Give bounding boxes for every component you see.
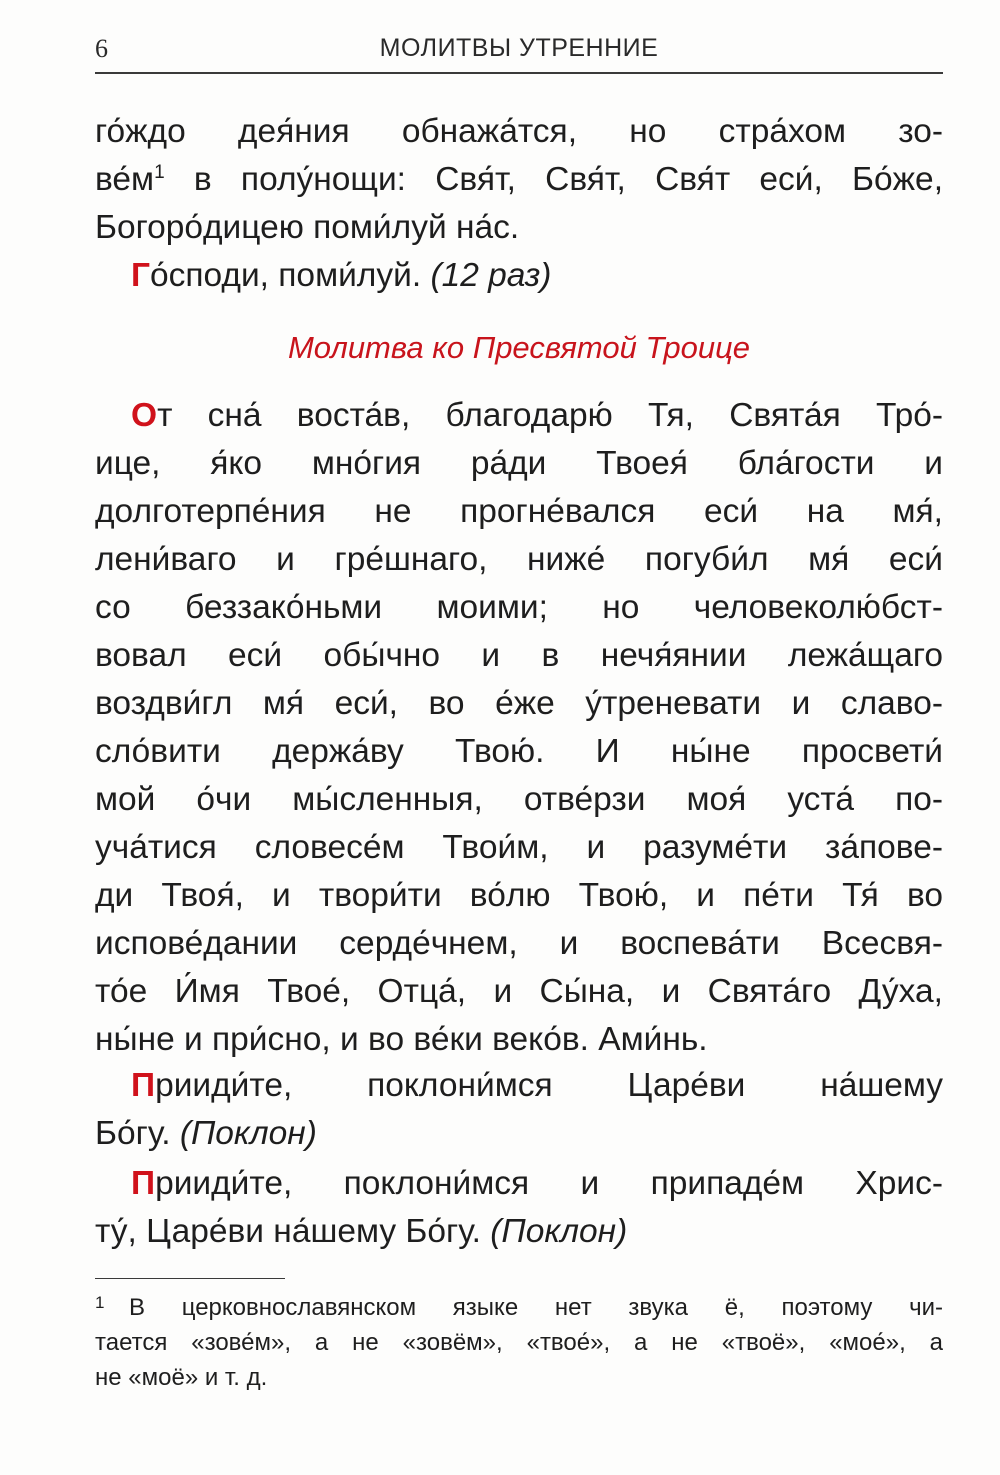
text-line	[95, 1110, 943, 1158]
text-line: со беззако́ньми моими; но человеколю́бст-	[95, 589, 943, 626]
text-line	[95, 1160, 943, 1208]
text-line: испове́дании серде́чнем, и воспева́ти Всесвя-	[95, 925, 943, 962]
header-rule	[95, 72, 943, 74]
prayer-paragraph	[95, 392, 943, 1064]
text-line	[95, 1062, 943, 1110]
text-line: долготерпе́ния не прогне́вался еси́ на мя́,	[95, 493, 943, 530]
footnote	[95, 1290, 943, 1395]
drop-initial: Г	[131, 257, 150, 294]
footnote-line: тается «зове́м», а не «зовём», «твое́», а не «твоё», «мое́», а	[95, 1329, 943, 1356]
text-line: воздви́гл мя́ еси́, во е́же у́треневати и славо-	[95, 685, 943, 722]
footnote-rule	[95, 1278, 285, 1279]
footnote-line	[95, 1290, 943, 1325]
footnote-number: 1	[95, 1293, 105, 1312]
text-fragment: в полу́нощи: Свя́т, Свя́т, Свя́т еси́, Бо́же,	[164, 161, 943, 198]
text-fragment: ту́, Царе́ви на́шему Бо́гу.	[95, 1213, 491, 1250]
text-line: уча́тися словесе́м Твои́м, и разуме́ти за́пове-	[95, 829, 943, 866]
running-title: МОЛИТВЫ УТРЕННИЕ	[379, 34, 659, 62]
text-line: ице, я́ко мно́гия ра́ди Твоея́ бла́гости и	[95, 445, 943, 482]
text-fragment: т сна́ воста́в, благодарю́ Тя, Свята́я Тро́-	[157, 397, 943, 434]
text-line: го́ждо дея́ния обнажа́тся, но стра́хом зо-	[95, 113, 943, 150]
text-line: ди Твоя́, и твори́ти во́лю Твою́, и пе́ти Тя́ во	[95, 877, 943, 914]
prayer-heading: Молитва ко Пресвятой Троице	[287, 330, 751, 365]
rubric: (Поклон)	[490, 1213, 628, 1250]
text-line	[95, 392, 943, 440]
invitation-paragraph-1	[95, 1062, 943, 1158]
text-line: вовал еси́ обы́чно и в нечя́янии лежа́щаго	[95, 637, 943, 674]
text-fragment: рииди́те, поклони́мся и припаде́м Хрис-	[155, 1165, 943, 1202]
running-header	[95, 30, 943, 70]
text-line: мой о́чи мы́сленныя, отве́рзи моя́ уста́ по-	[95, 781, 943, 818]
drop-initial: П	[131, 1067, 156, 1104]
text-fragment: В церковнославянском языке нет звука ё, поэтому чи-	[129, 1294, 943, 1321]
text-fragment: о́споди, поми́луй.	[150, 257, 431, 294]
footnote-line: не «моё» и т. д.	[95, 1364, 268, 1391]
text-line	[95, 1208, 943, 1256]
opening-paragraph	[95, 108, 943, 300]
text-fragment: ве́м	[95, 161, 155, 198]
text-line: лени́ваго и гре́шнаго, ниже́ погуби́л мя́ еси́	[95, 541, 943, 578]
text-line: то́е И́мя Твое́, Отца́, и Сы́на, и Свята́го Ду́ха,	[95, 973, 943, 1010]
text-line: ны́не и при́сно, и во ве́ки веко́в. Ами́нь.	[95, 1021, 708, 1058]
drop-initial: О	[131, 397, 158, 434]
text-line	[95, 156, 943, 204]
kyrie-line	[95, 252, 943, 300]
text-fragment: рииди́те, поклони́мся Царе́ви на́шему	[155, 1067, 943, 1104]
drop-initial: П	[131, 1165, 156, 1202]
text-line: Богоро́дицею поми́луй на́с.	[95, 209, 520, 246]
page-number: 6	[95, 34, 108, 63]
text-fragment: Бо́гу.	[95, 1115, 180, 1152]
rubric: (12 раз)	[430, 257, 552, 294]
rubric: (Поклон)	[179, 1115, 317, 1152]
text-line: сло́вити держа́ву Твою́. И ны́не просвети́	[95, 733, 943, 770]
invitation-paragraph-2	[95, 1160, 943, 1256]
footnote-reference[interactable]: 1	[154, 161, 165, 183]
